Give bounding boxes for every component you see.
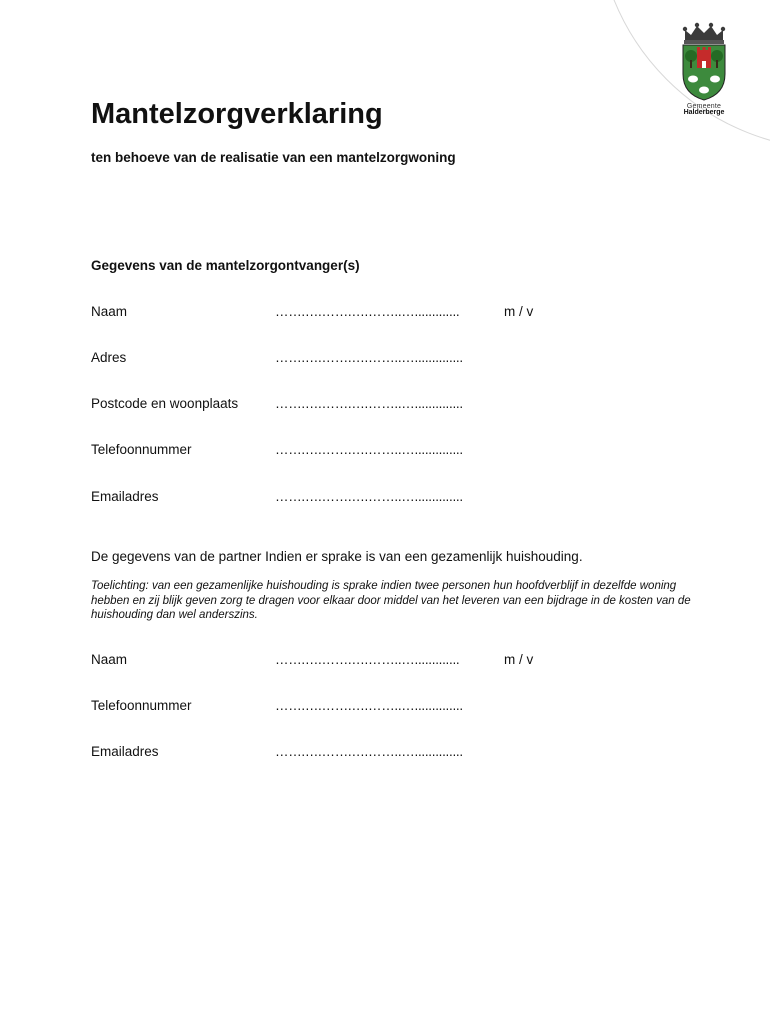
partner-intro: De gegevens van de partner Indien er sprake is van een gezamenlijk huishouding. <box>91 549 583 564</box>
coat-of-arms-icon <box>679 22 729 102</box>
field-label: Emailadres <box>91 744 159 759</box>
field-label: Postcode en woonplaats <box>91 396 239 411</box>
field-label: Telefoonnummer <box>91 442 192 457</box>
recipient-heading: Gegevens van de mantelzorgontvanger(s) <box>91 258 360 273</box>
recipient-address-field[interactable]: …….….…….….……..….............. <box>275 350 463 365</box>
gender-option[interactable]: m / v <box>504 652 534 667</box>
gender-option[interactable]: m / v <box>504 304 534 319</box>
logo-text-halderberge: Halderberge <box>683 109 725 116</box>
field-label: Emailadres <box>91 489 159 504</box>
page-subtitle: ten behoeve van de realisatie van een mantelzorgwoning <box>91 150 456 165</box>
field-label: Telefoonnummer <box>91 698 192 713</box>
partner-phone-field[interactable]: …….….…….….……..….............. <box>275 698 463 713</box>
field-label: Adres <box>91 350 127 365</box>
field-label: Naam <box>91 652 128 667</box>
recipient-postcode-field[interactable]: …….….…….….……..….............. <box>275 396 463 411</box>
partner-name-field[interactable]: …….….…….….……..…............. <box>275 652 460 667</box>
recipient-name-field[interactable]: …….….…….….……..…............. <box>275 304 460 319</box>
field-label: Naam <box>91 304 128 319</box>
logo-text-gemeente: Gemeente <box>686 103 722 110</box>
partner-email-field[interactable]: …….….…….….……..….............. <box>275 744 463 759</box>
recipient-phone-field[interactable]: …….….…….….……..….............. <box>275 442 463 457</box>
municipality-logo <box>674 22 734 116</box>
partner-explanation-note: Toelichting: van een gezamenlijke huishouding is sprake indien twee personen hun hoofdverblijf in dezelfde woning hebben en zij blijk geven zorg te dragen voor elkaar door middel van het leveren van een bijdrage in de kosten van de huishouding dan wel anderszins. <box>91 580 691 621</box>
recipient-email-field[interactable]: …….….…….….……..….............. <box>275 489 463 504</box>
page-title: Mantelzorgverklaring <box>91 98 383 130</box>
